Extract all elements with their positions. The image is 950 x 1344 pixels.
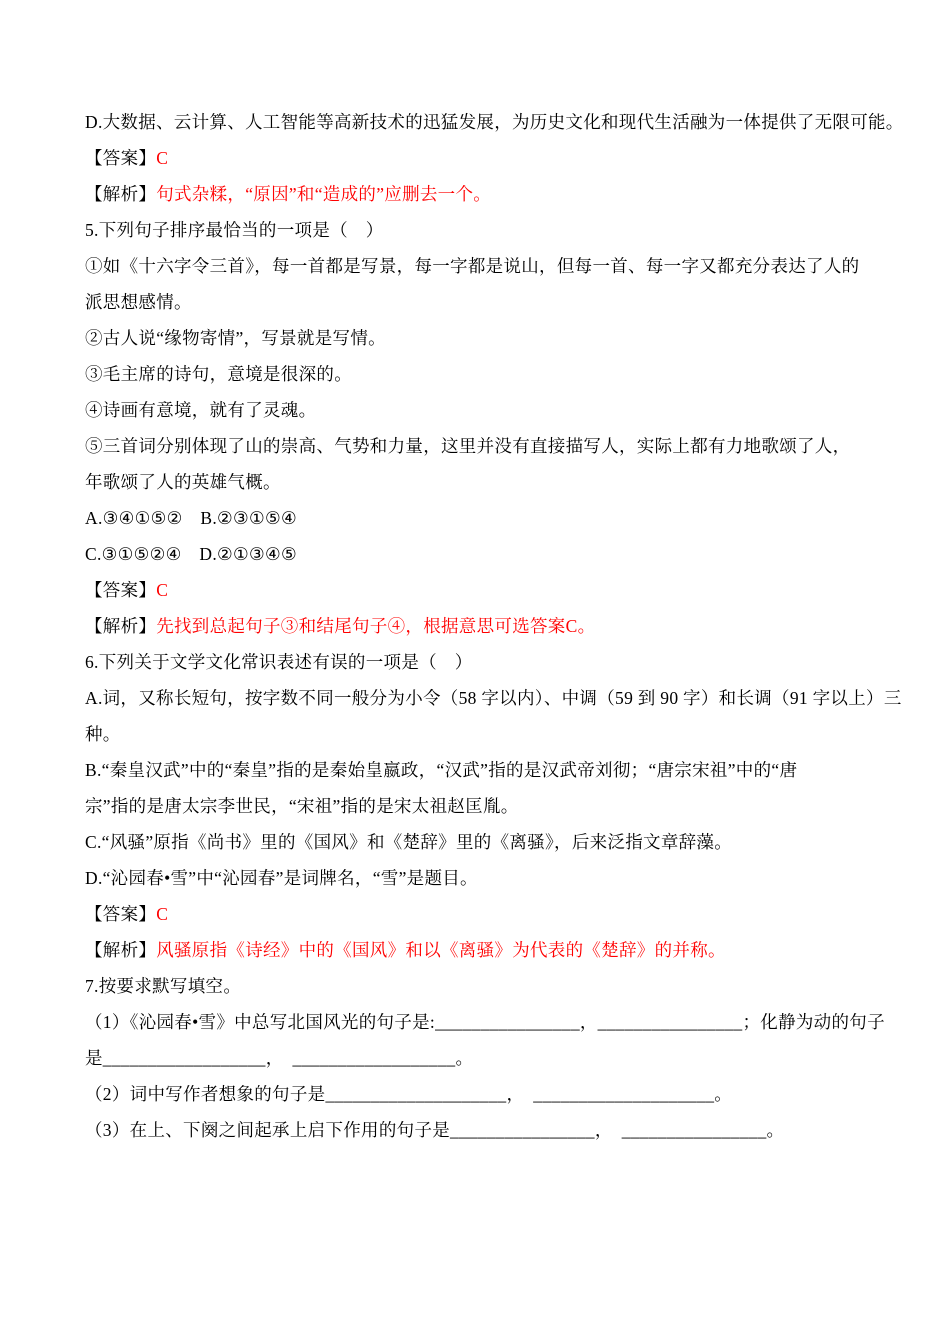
text-run: B.“秦皇汉武”中的“秦皇”指的是秦始皇嬴政，“汉武”指的是汉武帝刘彻；“唐宗宋祖”中的“唐 xyxy=(85,760,798,780)
q5-sentence-4 xyxy=(85,392,870,428)
text-run: 种。 xyxy=(85,724,121,744)
answer-label: 【答案】 xyxy=(85,904,157,924)
q5-options-cd xyxy=(85,536,870,572)
q5-sentence-1-line2 xyxy=(85,284,870,320)
q7-item-3 xyxy=(85,1112,870,1148)
answer-label: 【答案】 xyxy=(85,148,157,168)
text-run: A.③④①⑤② B.②③①⑤④ xyxy=(85,508,297,528)
text-run: D.“沁园春•雪”中“沁园春”是词牌名，“雪”是题目。 xyxy=(85,868,478,888)
q4-option-d xyxy=(85,104,904,140)
text-run: C.“风骚”原指《尚书》里的《国风》和《楚辞》里的《离骚》，后来泛指文章辞藻。 xyxy=(85,832,733,852)
q5-sentence-5-line1 xyxy=(85,428,870,464)
answer-value: C xyxy=(156,904,169,924)
text-run: （3）在上、下阕之间起承上启下作用的句子是________________， ________________。 xyxy=(85,1120,785,1140)
text-run: 年歌颂了人的英雄气概。 xyxy=(85,472,281,492)
analysis-label: 【解析】 xyxy=(85,616,157,636)
q6-option-d xyxy=(85,860,870,896)
analysis-text: 风骚原指《诗经》中的《国风》和以《离骚》为代表的《楚辞》的并称。 xyxy=(156,940,726,960)
document-content xyxy=(85,104,904,1148)
q6-option-c xyxy=(85,824,870,860)
answer-label: 【答案】 xyxy=(85,580,157,600)
q5-sentence-2 xyxy=(85,320,870,356)
text-run: 宗”指的是唐太宗李世民，“宋祖”指的是宋太祖赵匡胤。 xyxy=(85,796,519,816)
text-run: ⑤三首词分别体现了山的崇高、气势和力量，这里并没有直接描写人，实际上都有力地歌颂了人， xyxy=(85,436,851,456)
q4-answer xyxy=(85,140,870,176)
answer-value: C xyxy=(156,148,169,168)
q7-item-1-line1 xyxy=(85,1004,885,1040)
text-run: ①如《十六字令三首》，每一首都是写景，每一字都是说山，但每一首、每一字又都充分表达了人的 xyxy=(85,256,860,276)
q7-item-2 xyxy=(85,1076,870,1112)
text-run: C.③①⑤②④ D.②①③④⑤ xyxy=(85,544,297,564)
q5-stem xyxy=(85,212,870,248)
text-run: 5.下列句子排序最恰当的一项是（ ） xyxy=(85,220,384,240)
text-run: 派思想感情。 xyxy=(85,292,192,312)
q6-option-b-line1 xyxy=(85,752,870,788)
q6-option-b-line2 xyxy=(85,788,870,824)
q7-item-1-line2 xyxy=(85,1040,870,1076)
text-run: ④诗画有意境，就有了灵魂。 xyxy=(85,400,317,420)
analysis-text: 句式杂糅，“原因”和“造成的”应删去一个。 xyxy=(156,184,492,204)
q5-analysis xyxy=(85,608,870,644)
text-run: 是__________________， __________________。 xyxy=(85,1048,474,1068)
analysis-text: 先找到总起句子③和结尾句子④，根据意思可选答案C。 xyxy=(156,616,596,636)
answer-value: C xyxy=(156,580,169,600)
text-run: 6.下列关于文学文化常识表述有误的一项是（ ） xyxy=(85,652,473,672)
q5-sentence-1-line1 xyxy=(85,248,870,284)
text-run: （1）《沁园春•雪》中总写北国风光的句子是:________________，________________；化静为动的句子 xyxy=(85,1012,885,1032)
text-run: ③毛主席的诗句，意境是很深的。 xyxy=(85,364,352,384)
q5-answer xyxy=(85,572,870,608)
text-run: ②古人说“缘物寄情”，写景就是写情。 xyxy=(85,328,386,348)
analysis-label: 【解析】 xyxy=(85,184,157,204)
q5-sentence-3 xyxy=(85,356,870,392)
q6-option-a-line1 xyxy=(85,680,902,716)
q5-sentence-5-line2 xyxy=(85,464,870,500)
q6-analysis xyxy=(85,932,870,968)
text-run: D.大数据、云计算、人工智能等高新技术的迅猛发展，为历史文化和现代生活融为一体提供了无限可能。 xyxy=(85,112,904,132)
analysis-label: 【解析】 xyxy=(85,940,157,960)
q6-option-a-line2 xyxy=(85,716,870,752)
text-run: （2）词中写作者想象的句子是____________________， ____________________。 xyxy=(85,1084,733,1104)
q7-stem xyxy=(85,968,870,1004)
text-run: 7.按要求默写填空。 xyxy=(85,976,242,996)
q6-stem xyxy=(85,644,870,680)
q5-options-ab xyxy=(85,500,870,536)
text-run: A.词，又称长短句，按字数不同一般分为小令（58 字以内）、中调（59 到 90 字）和长调（91 字以上）三 xyxy=(85,688,902,708)
q6-answer xyxy=(85,896,870,932)
q4-analysis xyxy=(85,176,870,212)
